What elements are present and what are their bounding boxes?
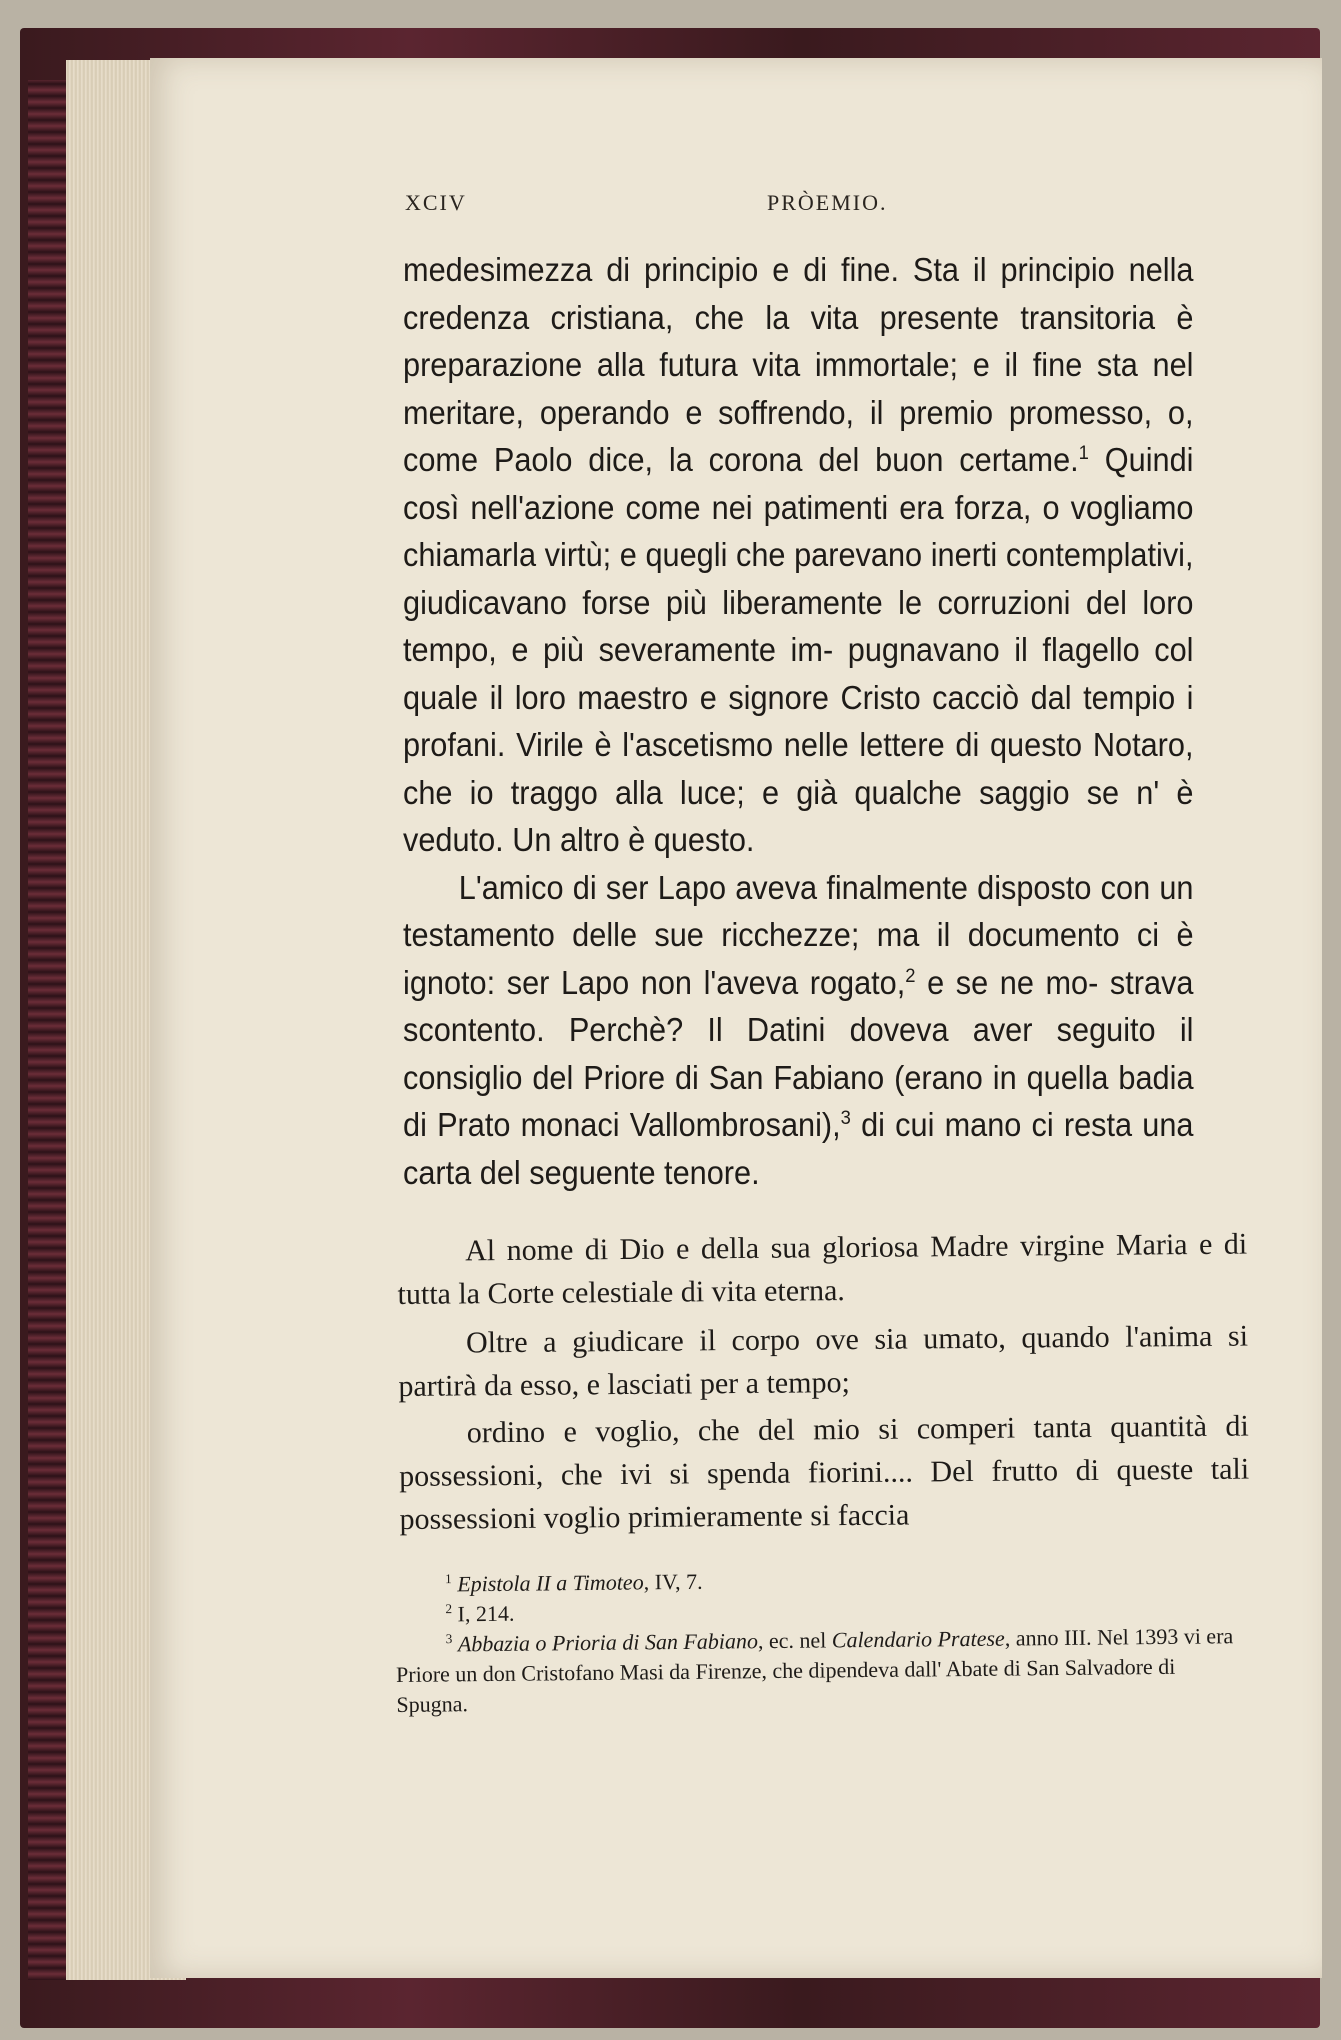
line: Cristo cacciò dal tempio i profani. Virile è l'ascetismo (403, 678, 1194, 763)
footnote-ref: 1 (1078, 442, 1089, 464)
line: L'amico di ser Lapo aveva finalmente disposto con (458, 868, 1151, 906)
page-header (405, 190, 1235, 222)
quoted-paragraph: ordino e voglio, che del mio si comperi tanta quantità di possessioni, che ivi si spenda fiorini.... Del frutto di queste tali possessioni voglio primieramente si faccia (399, 1409, 1250, 1536)
line: nelle lettere di questo Notaro, che io traggo alla luce; (403, 726, 1194, 811)
line: meritare, operando e soffrendo, il premio promesso, (403, 393, 1153, 431)
footnote-ref: 2 (905, 964, 916, 987)
line: preparazione alla futura vita immortale; e il fine sta nel (403, 346, 1194, 383)
quoted-paragraph: Oltre a giudicare il corpo ove sia umato, quando l'anima si partirà da esso, e lasciati per a tempo; (398, 1319, 1249, 1403)
line: credenza cristiana, che la vita presente transitoria è (403, 298, 1194, 336)
footnote-number: 2 (445, 1601, 453, 1617)
line: o vogliamo chiamarla virtù; e quegli che parevano (403, 488, 1194, 573)
footnote-text: , IV, 7. (643, 1568, 703, 1595)
page-number: XCIV (405, 190, 467, 215)
footnote-ref: 3 (840, 1107, 851, 1129)
footnote-number: 1 (445, 1571, 452, 1587)
line: medesimezza di principio e di fine. Sta il principio nella (403, 251, 1194, 288)
line: di cui mano ci (861, 1106, 1054, 1143)
line: pugnavano il flagello col quale il loro maestro e signore (403, 631, 1194, 716)
line: inerti contemplativi, giudicavano forse più liberamente (403, 536, 1194, 621)
line: Quindi così nell'azione come nei patimenti era forza, (403, 441, 1194, 526)
footnote-title: Abbazia o Prioria di San Fabiano (457, 1628, 759, 1657)
line: resta una carta del seguente tenore. (403, 1106, 1194, 1191)
running-title: PRÒEMIO. (767, 190, 888, 215)
line: le corruzioni del loro tempo, e più severamente im- (403, 583, 1194, 668)
footnote-text: , ec. nel (757, 1627, 832, 1654)
line: strava scontento. Perchè? Il Datini doveva aver seguito (403, 963, 1194, 1048)
footnotes (395, 1561, 1247, 1720)
footnote-title: Calendario Pratese (831, 1625, 1005, 1653)
line: è ignoto: ser Lapo non l'aveva rogato, (403, 916, 1194, 1001)
line: badia di Prato monaci Vallombrosani), (403, 1058, 1194, 1143)
line: o, come Paolo dice, la corona del buon certame. (403, 393, 1194, 478)
marbled-cover-edge (28, 80, 68, 1980)
footnote-number: 3 (445, 1631, 453, 1647)
line: e se ne mo- (927, 963, 1099, 1001)
body-text (403, 246, 1194, 1196)
line: un testamento delle sue ricchezze; ma il documento ci (403, 868, 1194, 953)
footnote-3 (396, 1621, 1247, 1720)
quoted-paragraph: Al nome di Dio e della sua gloriosa Madre virgine Maria e di tutta la Corte celestiale di vita eterna. (397, 1227, 1248, 1311)
footnote-title: Epistola II a Timoteo (457, 1569, 644, 1597)
quoted-document (397, 1223, 1250, 1541)
footnote-text: I, 214. (457, 1600, 515, 1627)
footnote-text: , anno III. Nel 1393 vi era Priore un don Cristofano Masi da Firenze, che dipendeva dall' Abate di San Salvadore di Spugna. (395, 1623, 1234, 1717)
body-paragraph-2 (403, 864, 1194, 1197)
body-paragraph-1 (403, 246, 1194, 864)
line: e già qualche saggio se n' è veduto. Un altro è questo. (403, 773, 1194, 858)
line: il consiglio del Priore di San Fabiano (erano in quella (403, 1011, 1194, 1096)
